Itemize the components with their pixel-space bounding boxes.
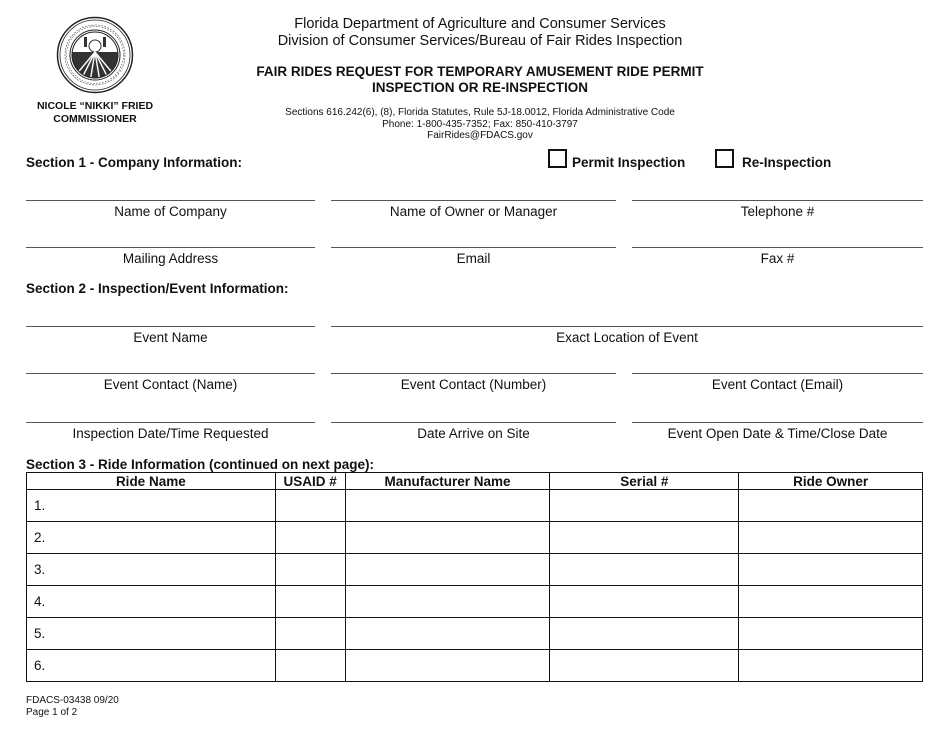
inspection-date-field[interactable] [26,422,315,441]
form-number: FDACS-03438 09/20 [26,695,119,706]
ride-information-table [26,472,923,682]
table-header-row [27,473,923,490]
fax-label: Fax # [760,251,795,266]
ride-owner-cell[interactable] [739,522,923,554]
event-contact-number-field[interactable] [331,373,616,392]
open-close-date-label: Event Open Date & Time/Close Date [667,426,888,441]
company-name-label: Name of Company [114,204,227,219]
ride-name-cell[interactable]: 2. [27,522,276,554]
fdacs-seal [56,16,134,94]
email-label: Email [456,251,491,266]
col-manufacturer: Manufacturer Name [345,473,550,490]
col-ride-name: Ride Name [27,473,276,490]
serial-cell[interactable] [550,490,739,522]
col-serial: Serial # [550,473,739,490]
usaid-cell[interactable] [275,618,345,650]
phone-fax-text: Phone: 1-800-435-7352; Fax: 850-410-3797 [382,118,578,130]
email-field[interactable] [331,247,616,266]
ride-owner-cell[interactable] [739,554,923,586]
contact-email: FairRides@FDACS.gov [427,130,533,141]
usaid-cell[interactable] [275,586,345,618]
reinspection-label: Re-Inspection [742,155,832,170]
ride-name-cell[interactable]: 3. [27,554,276,586]
form-title-line2: INSPECTION OR RE-INSPECTION [371,80,589,95]
event-name-field[interactable] [26,326,315,345]
fax-field[interactable] [632,247,923,266]
serial-cell[interactable] [550,650,739,682]
event-location-label: Exact Location of Event [556,330,698,345]
col-ride-owner: Ride Owner [739,473,923,490]
serial-cell[interactable] [550,586,739,618]
commissioner-title: COMMISSIONER [53,113,137,125]
table-row [27,522,923,554]
event-contact-name-label: Event Contact (Name) [103,377,238,392]
serial-cell[interactable] [550,618,739,650]
statutes-text: Sections 616.242(6), (8), Florida Statutes, Rule 5J-18.0012, Florida Administrative Code [285,107,675,118]
event-name-label: Event Name [133,330,208,345]
event-contact-number-label: Event Contact (Number) [400,377,547,392]
table-row [27,650,923,682]
serial-cell[interactable] [550,554,739,586]
statute-references [180,107,780,142]
col-usaid: USAID # [275,473,345,490]
manufacturer-cell[interactable] [345,522,550,554]
manufacturer-cell[interactable] [345,554,550,586]
telephone-label: Telephone # [740,204,815,219]
form-title [180,64,780,96]
section2-title: Section 2 - Inspection/Event Information: [26,281,289,296]
ride-name-cell[interactable]: 5. [27,618,276,650]
table-row [27,586,923,618]
usaid-cell[interactable] [275,522,345,554]
page-number: Page 1 of 2 [26,707,78,718]
company-name-field[interactable] [26,200,315,219]
event-location-field[interactable] [331,326,923,345]
manufacturer-cell[interactable] [345,586,550,618]
commissioner-block [20,100,170,126]
telephone-field[interactable] [632,200,923,219]
agency-header [180,16,780,50]
event-contact-email-label: Event Contact (Email) [711,377,844,392]
open-close-date-field[interactable] [632,422,923,441]
commissioner-name: NICOLE “NIKKI” FRIED [36,100,154,112]
inspection-date-label: Inspection Date/Time Requested [72,426,269,441]
permit-inspection-label: Permit Inspection [572,155,686,170]
permit-inspection-checkbox[interactable] [548,149,567,168]
ride-owner-cell[interactable] [739,650,923,682]
ride-name-cell[interactable]: 4. [27,586,276,618]
table-row [27,618,923,650]
mailing-address-label: Mailing Address [122,251,219,266]
usaid-cell[interactable] [275,554,345,586]
reinspection-checkbox[interactable] [715,149,734,168]
arrive-date-field[interactable] [331,422,616,441]
manufacturer-cell[interactable] [345,618,550,650]
arrive-date-label: Date Arrive on Site [417,426,530,441]
ride-name-cell[interactable]: 1. [27,490,276,522]
owner-manager-label: Name of Owner or Manager [389,204,558,219]
serial-cell[interactable] [550,522,739,554]
mailing-address-field[interactable] [26,247,315,266]
ride-name-cell[interactable]: 6. [27,650,276,682]
section3-title: Section 3 - Ride Information (continued on next page): [26,457,375,472]
owner-manager-field[interactable] [331,200,616,219]
division-name: Division of Consumer Services/Bureau of Fair Rides Inspection [277,33,683,49]
section1-title: Section 1 - Company Information: [26,155,243,170]
manufacturer-cell[interactable] [345,490,550,522]
ride-owner-cell[interactable] [739,490,923,522]
agency-name: Florida Department of Agriculture and Consumer Services [294,16,666,32]
form-title-line1: FAIR RIDES REQUEST FOR TEMPORARY AMUSEMENT RIDE PERMIT [256,64,704,79]
ride-owner-cell[interactable] [739,618,923,650]
table-row [27,554,923,586]
manufacturer-cell[interactable] [345,650,550,682]
event-contact-name-field[interactable] [26,373,315,392]
table-row [27,490,923,522]
page-footer [26,695,119,719]
usaid-cell[interactable] [275,490,345,522]
usaid-cell[interactable] [275,650,345,682]
ride-owner-cell[interactable] [739,586,923,618]
event-contact-email-field[interactable] [632,373,923,392]
